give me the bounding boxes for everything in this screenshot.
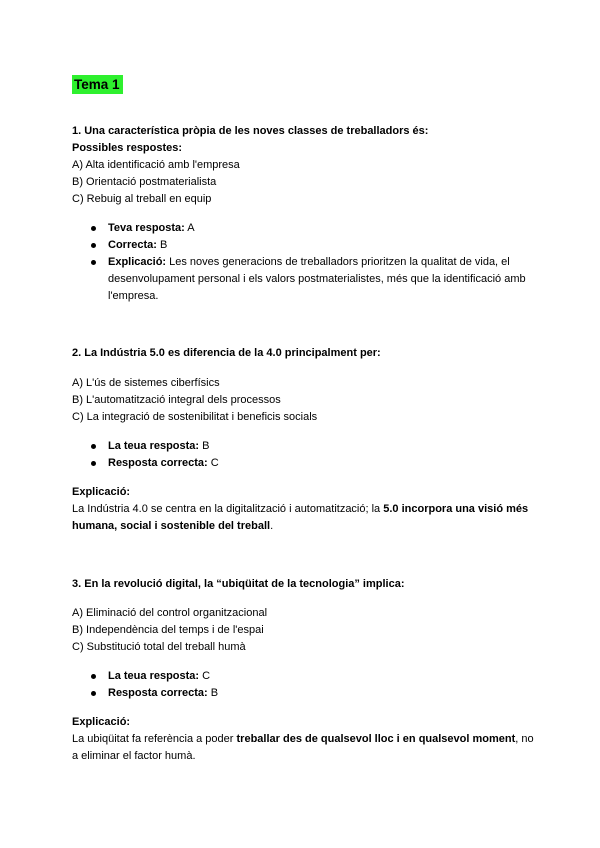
bullet-icon [91,260,96,265]
correct-value: C [207,457,219,469]
explanation-text-part: , no a eliminar el factor humà. [72,733,534,762]
question-3-options [72,605,542,656]
correct-label: Resposta correcta: [108,457,208,469]
answer-label: La teua resposta: [108,670,200,682]
explanation-bold: 5.0 incorpora una visió més humana, social i sostenible del treball [72,503,529,532]
answer-item [72,220,542,237]
bullet-icon [91,226,96,231]
question-2 [72,345,542,362]
question-2-options [72,375,542,426]
answer-value: C [199,670,211,682]
topic-heading: Tema 1 [72,75,123,94]
bullet-icon [91,444,96,449]
question-2-title: 2. La Indústria 5.0 es diferencia de la 4.0 principalment per: [72,347,381,359]
option-c: C) La integració de sostenibilitat i beneficis socials [72,411,318,423]
explanation-text-part: La Indústria 4.0 se centra en la digitalització i automatització; la [72,503,384,515]
question-3 [72,576,542,593]
answer-item [72,668,542,685]
explanation-bold: treballar des de qualsevol lloc i en qualsevol moment [236,733,516,745]
explanation-label: Explicació: [72,486,131,498]
explanation-label: Explicació: [72,716,131,728]
explanation-text-part: La ubiqüitat fa referència a poder [72,733,237,745]
correct-label: Correcta: [108,239,157,251]
explanation-text [72,501,542,535]
bullet-icon [91,243,96,248]
correct-item [72,685,542,702]
correct-item [72,455,542,472]
explanation-item [72,254,542,305]
answer-item [72,438,542,455]
bullet-icon [91,674,96,679]
option-b: B) Independència del temps i de l'espai [72,624,264,636]
answer-label: La teua resposta: [108,440,200,452]
answer-value: B [199,440,210,452]
question-2-answers [72,438,542,472]
options-label: Possibles respostes: [72,142,183,154]
question-2-explanation [72,484,542,535]
question-1-title: 1. Una característica pròpia de les noves classes de treballadors és: [72,125,429,137]
question-3-explanation [72,714,542,765]
option-a: A) Alta identificació amb l'empresa [72,159,240,171]
option-b: B) L'automatització integral dels processos [72,394,281,406]
question-3-title: 3. En la revolució digital, la “ubiqüitat de la tecnologia” implica: [72,578,405,590]
question-1-answers [72,220,542,305]
option-b: B) Orientació postmaterialista [72,176,217,188]
correct-value: B [156,239,168,251]
option-c: C) Substitució total del treball humà [72,641,246,653]
answer-value: A [184,222,195,234]
answer-label: Teva resposta: [108,222,185,234]
explanation-text: Les noves generacions de treballadors prioritzen la qualitat de vida, el desenvolupament personal i els valors postmaterialistes, més que la identificació amb l'empresa. [108,256,526,302]
question-3-answers [72,668,542,702]
explanation-text [72,731,542,765]
explanation-label: Explicació: [108,256,167,268]
correct-item [72,237,542,254]
correct-value: B [207,687,219,699]
question-1 [72,123,542,208]
explanation-text-part: . [270,520,274,532]
option-c: C) Rebuig al treball en equip [72,193,212,205]
option-a: A) L'ús de sistemes ciberfísics [72,377,220,389]
correct-label: Resposta correcta: [108,687,208,699]
bullet-icon [91,691,96,696]
bullet-icon [91,461,96,466]
option-a: A) Eliminació del control organitzacional [72,607,268,619]
